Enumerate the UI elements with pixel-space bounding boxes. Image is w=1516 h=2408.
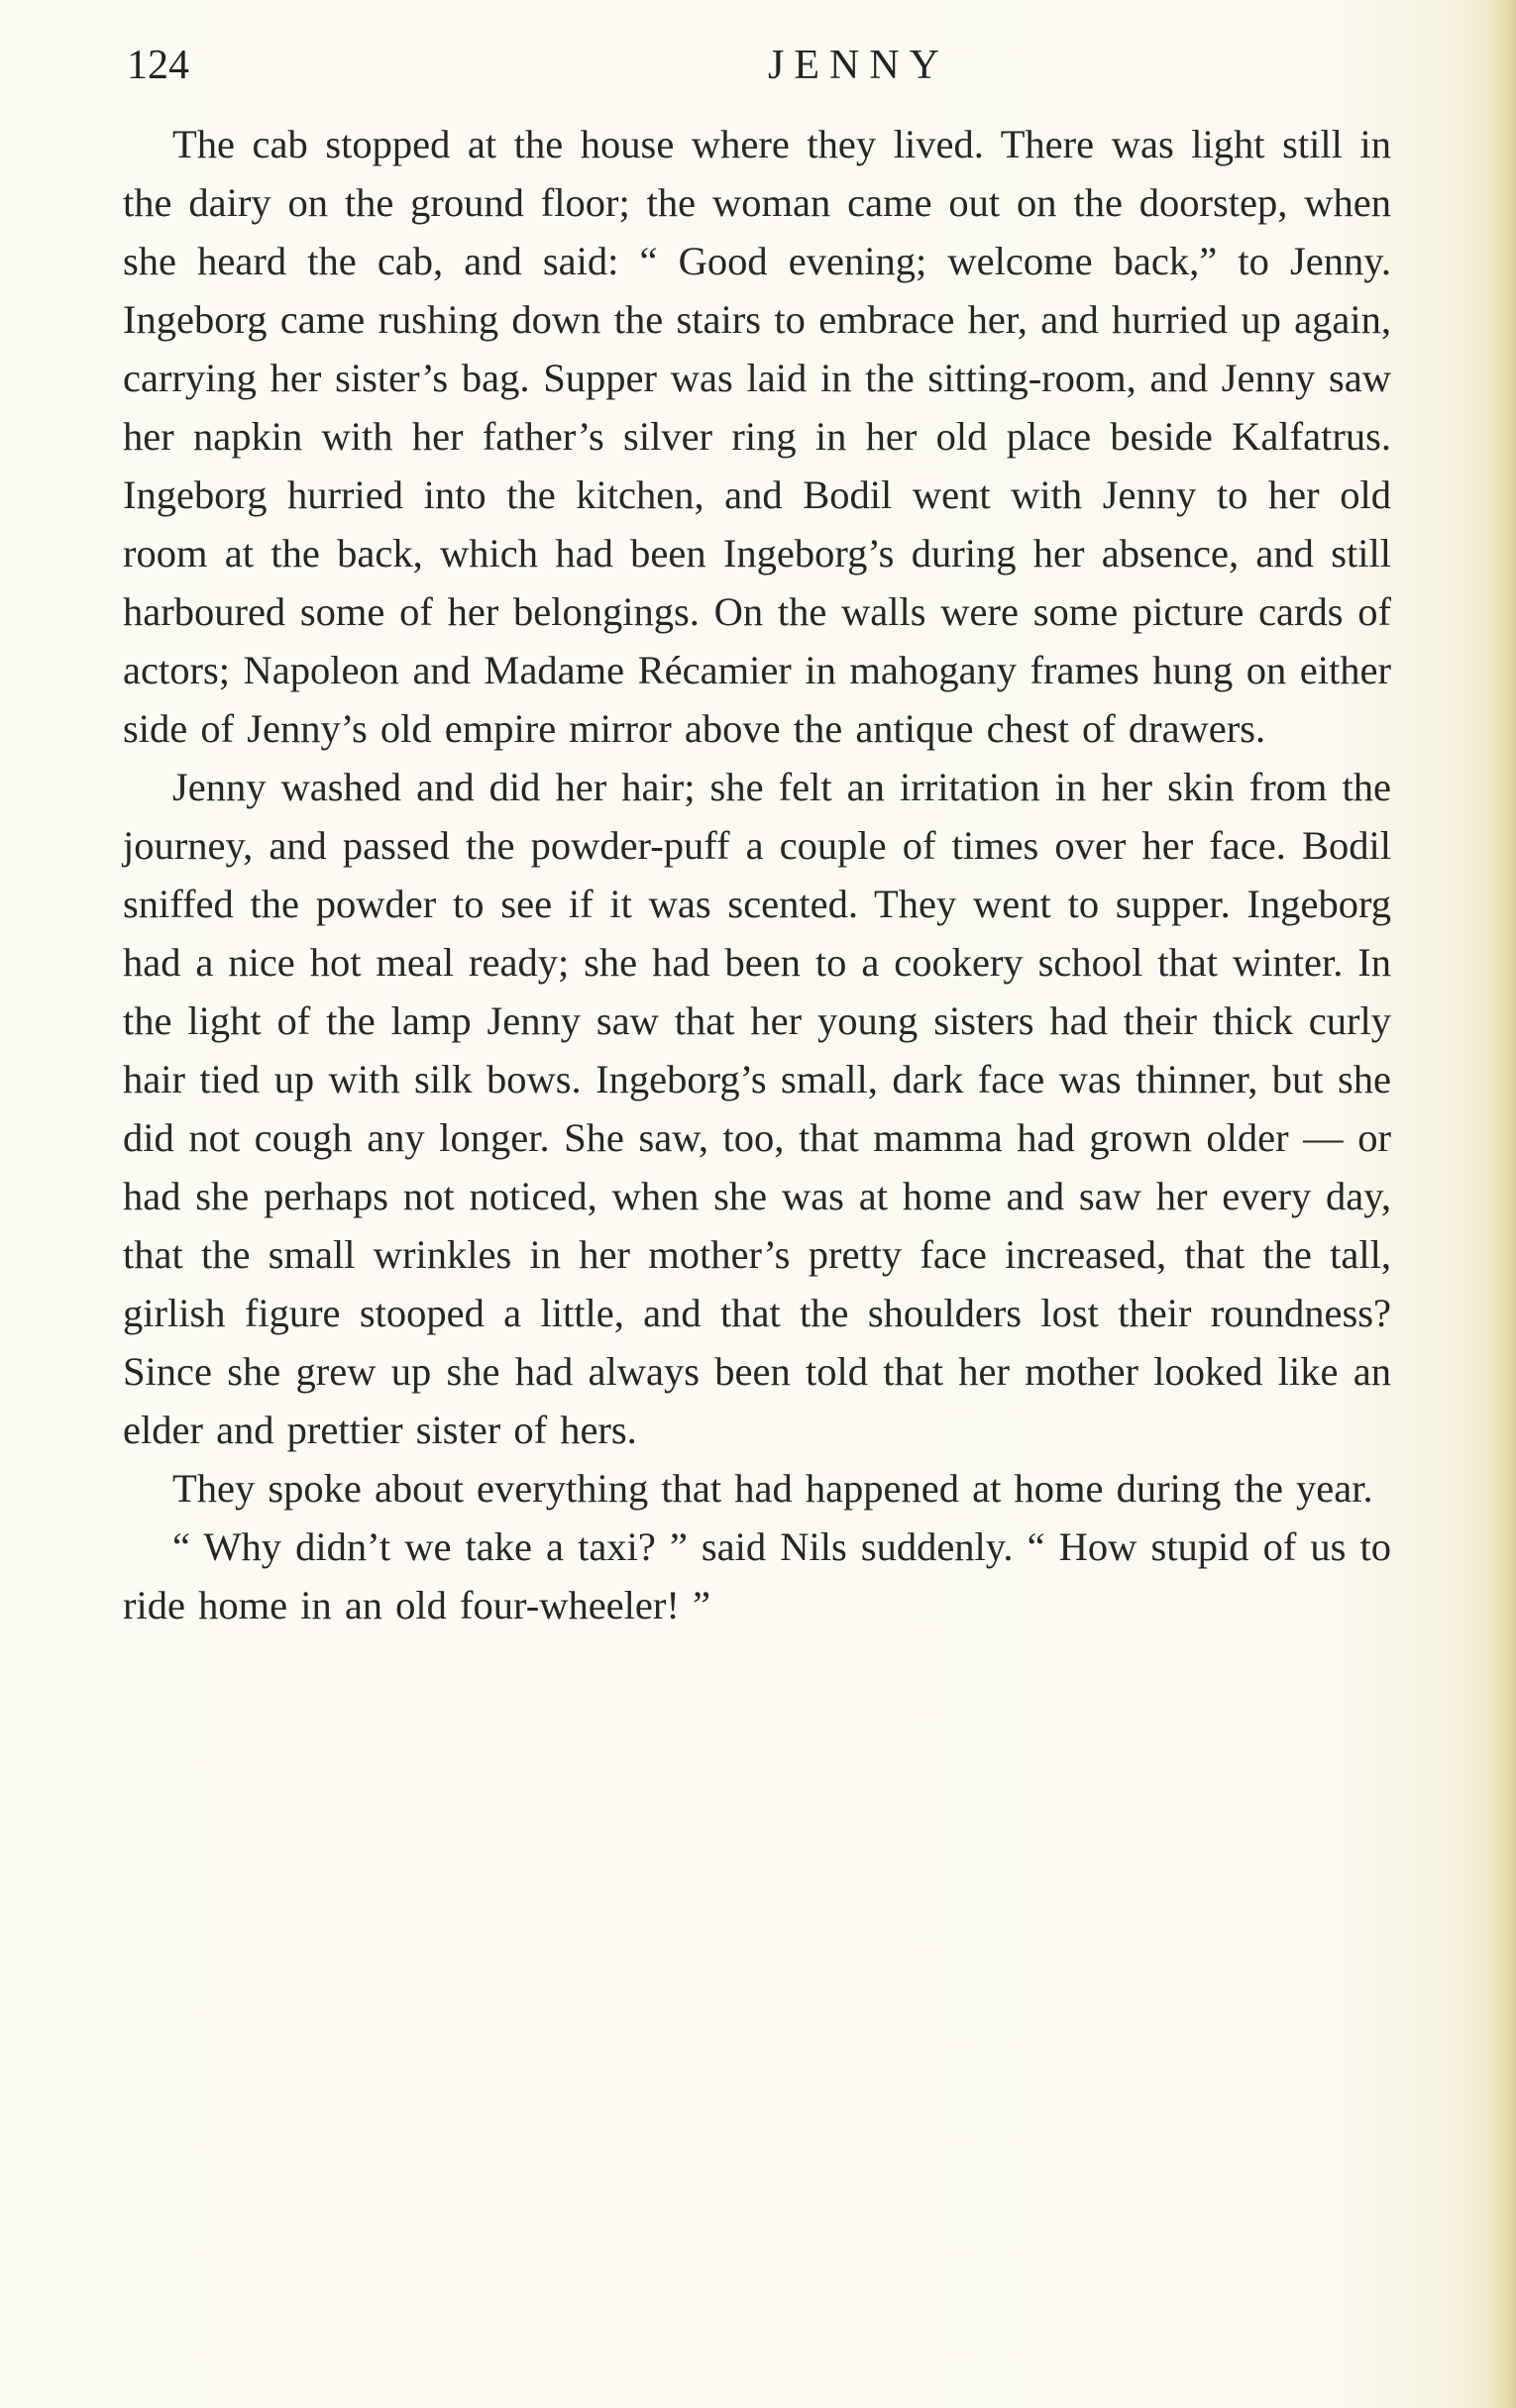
paragraph-2: Jenny washed and did her hair; she felt an irritation in her skin from the journey, and passed the powder-puff a couple of times over her face. Bodil sniffed the powder to see if it was scented. They went to supper. Ingeborg had a nice hot meal ready; she had been to a cookery school that winter. In the light of the lamp Jenny saw that her young sisters had their thick curly hair tied up with silk bows. Ingeborg’s small, dark face was thinner, but she did not cough any longer. She saw, too, that mamma had grown older — or had she perhaps not noticed, when she was at home and saw her every day, that the small wrinkles in her mother’s pretty face increased, that the tall, girlish figure stooped a little, and that the shoulders lost their roundness? Since she grew up she had always been told that her mother looked like an elder and prettier sister of hers.	[123, 765, 1391, 1452]
running-head-title: JENNY	[768, 43, 949, 88]
page-edge-shadow	[1490, 0, 1516, 2408]
body-text	[123, 115, 1391, 1634]
paragraph-4: “ Why didn’t we take a taxi? ” said Nils suddenly. “ How stupid of us to ride home in an old four-wheeler! ”	[123, 1524, 1391, 1627]
page-number: 124	[127, 43, 189, 88]
page-header	[123, 36, 1391, 105]
paragraph-1: The cab stopped at the house where they lived. There was light still in the dairy on the ground floor; the woman came out on the doorstep, when she heard the cab, and said: “ Good evening; welcome back,” to Jenny. Ingeborg came rushing down the stairs to embrace her, and hurried up again, carrying her sister’s bag. Supper was laid in the sitting-room, and Jenny saw her napkin with her father’s silver ring in her old place beside Kalfatrus. Ingeborg hurried into the kitchen, and Bodil went with Jenny to her old room at the back, which had been Ingeborg’s during her absence, and still harboured some of her belongings. On the walls were some picture cards of actors; Napoleon and Madame Récamier in mahogany frames hung on either side of Jenny’s old empire mirror above the antique chest of drawers.	[123, 122, 1391, 751]
paragraph-3: They spoke about everything that had happened at home during the year.	[172, 1466, 1373, 1511]
